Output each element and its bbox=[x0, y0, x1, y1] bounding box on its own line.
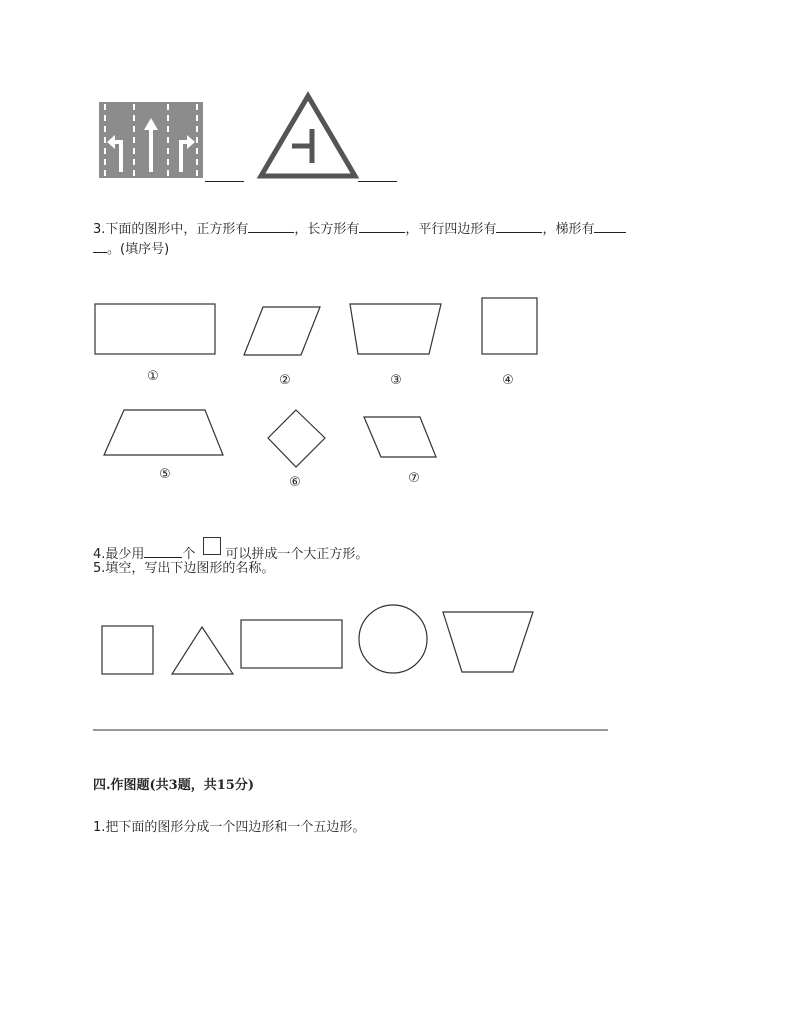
q3-text-a: 3.下面的图形中，正方形有 bbox=[93, 222, 249, 237]
q5-rectangle bbox=[241, 620, 342, 668]
shape-label-5: ⑤ bbox=[159, 467, 171, 482]
section-4-title: 四.作图题(共3题，共15分) bbox=[93, 778, 254, 793]
shape-label-7: ⑦ bbox=[408, 471, 420, 486]
shape-label-2: ② bbox=[279, 373, 291, 388]
shape-label-6: ⑥ bbox=[289, 475, 301, 490]
q5-triangle bbox=[172, 627, 233, 674]
section-4-question-1: 1.把下面的图形分成一个四边形和一个五边形。 bbox=[93, 820, 366, 835]
q5-trapezoid bbox=[443, 612, 533, 672]
q3-text-e: 。(填序号) bbox=[107, 242, 170, 257]
q3-text-c: ，平行四边形有 bbox=[405, 222, 497, 237]
q5-circle bbox=[359, 605, 427, 673]
q5-square bbox=[102, 626, 153, 674]
shape-label-4: ④ bbox=[502, 373, 514, 388]
q4-text-b: 个 bbox=[182, 547, 196, 562]
q3-text-d: ，梯形有 bbox=[542, 222, 595, 237]
shape-label-3: ③ bbox=[390, 373, 402, 388]
q3-text-b: ，长方形有 bbox=[294, 222, 360, 237]
q4-text-a: 4.最少用 bbox=[93, 547, 145, 562]
shape-label-1: ① bbox=[147, 369, 159, 384]
question-5: 5.填空，写出下边图形的名称。 bbox=[93, 561, 275, 576]
q4-text-c: 可以拼成一个大正方形。 bbox=[225, 547, 369, 562]
